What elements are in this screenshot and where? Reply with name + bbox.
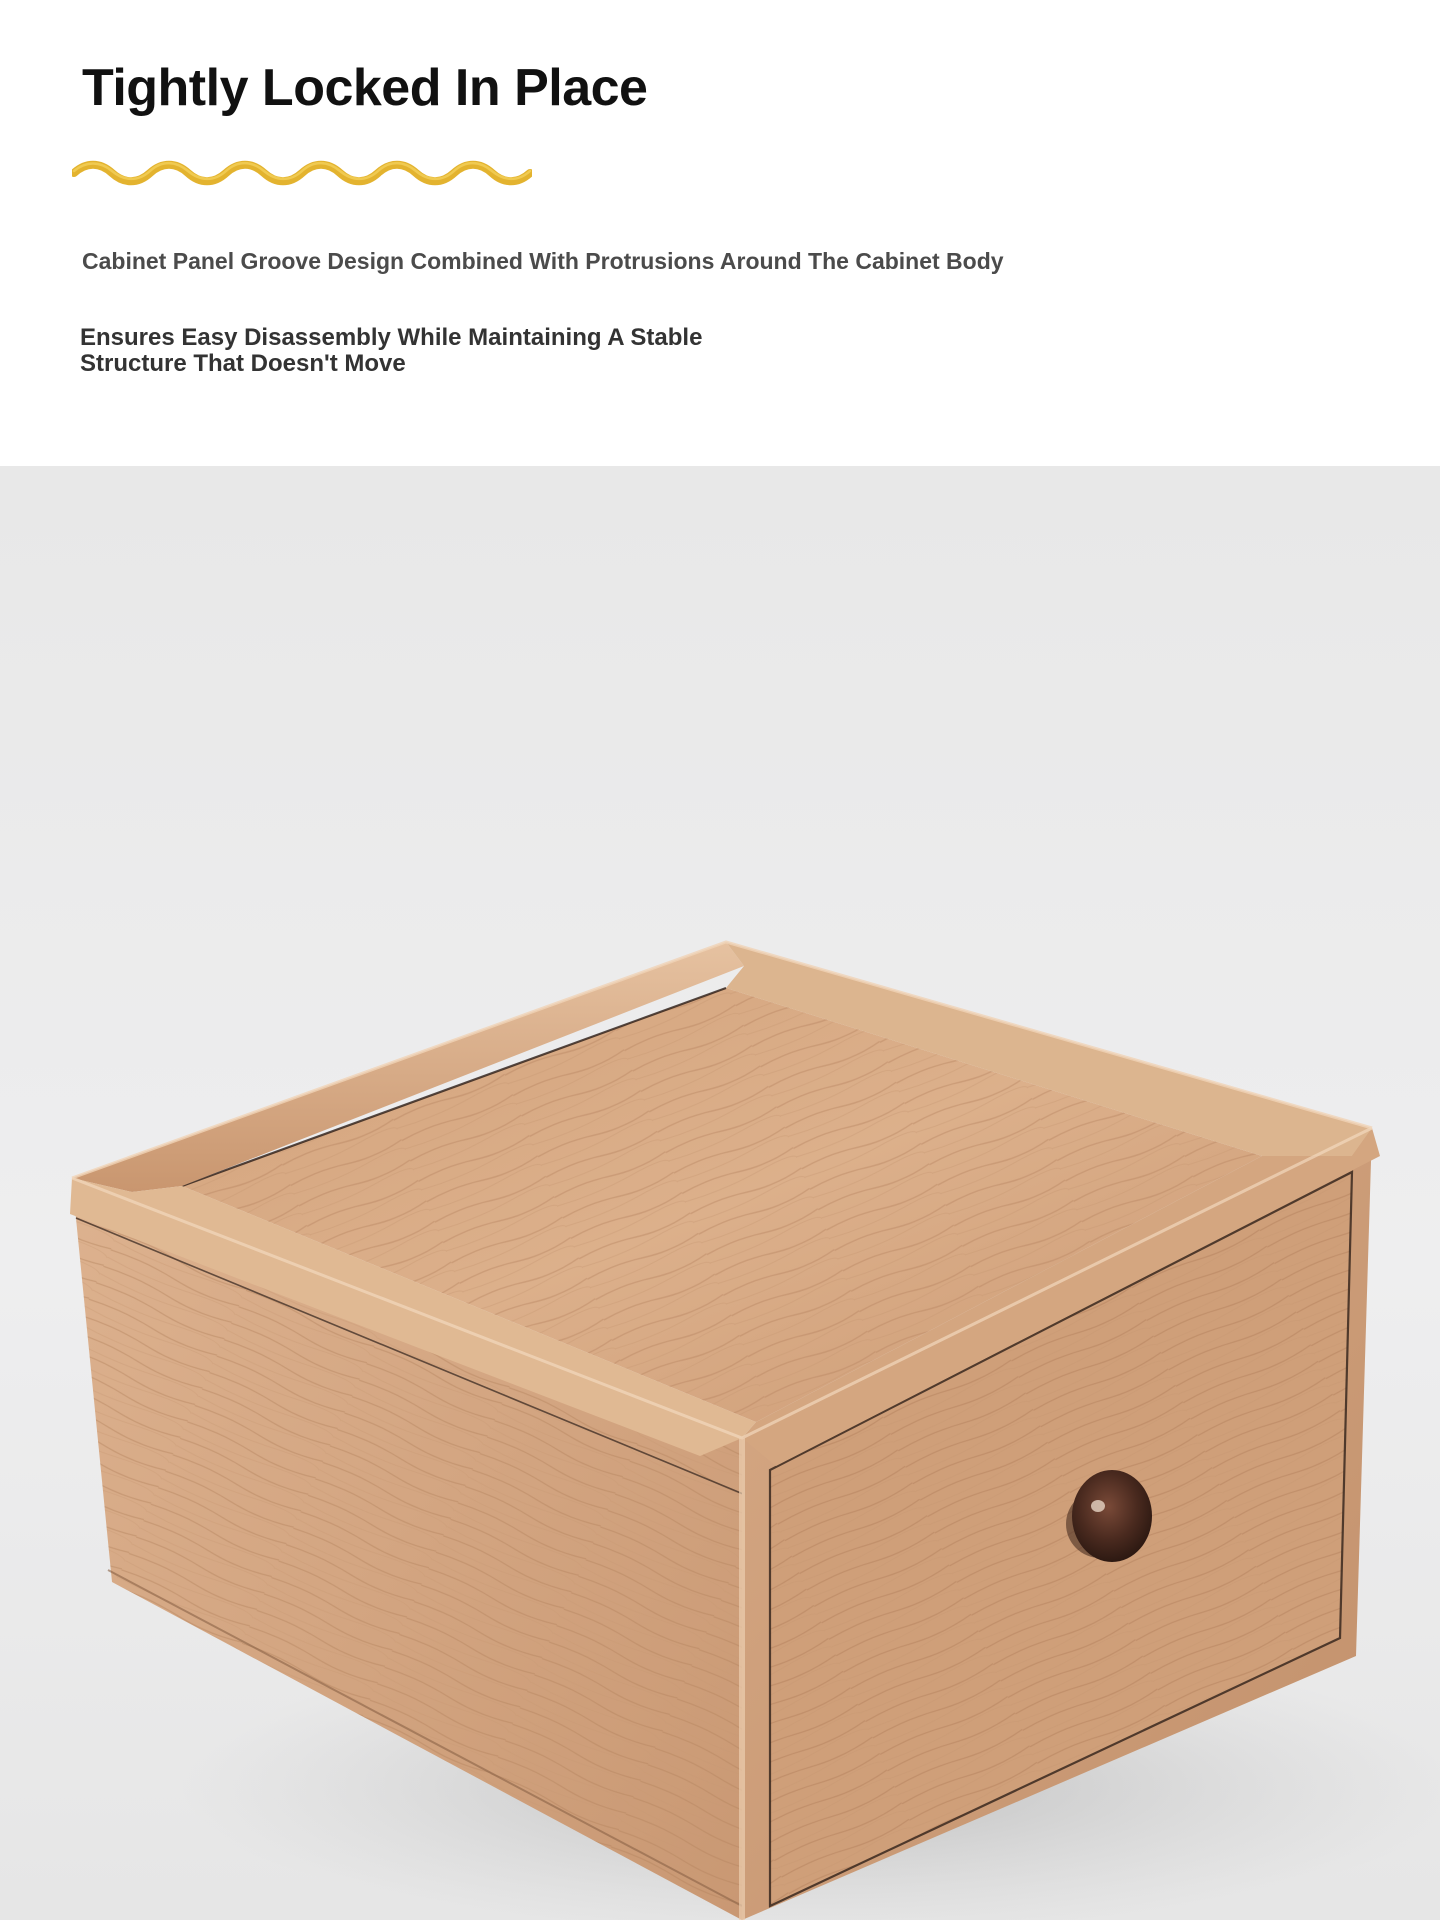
product-photo: [0, 466, 1440, 1920]
description-text: [80, 325, 780, 377]
wavy-line-icon: [72, 156, 532, 190]
header-section: [0, 0, 1440, 466]
page-title: Tightly Locked In Place: [82, 59, 648, 117]
description-line-1: Ensures Easy Disassembly While Maintaining A Stable: [80, 324, 703, 351]
subtitle-text: Cabinet Panel Groove Design Combined With Protrusions Around The Cabinet Body: [82, 248, 1004, 274]
description-line-2: Structure That Doesn't Move: [80, 350, 406, 377]
